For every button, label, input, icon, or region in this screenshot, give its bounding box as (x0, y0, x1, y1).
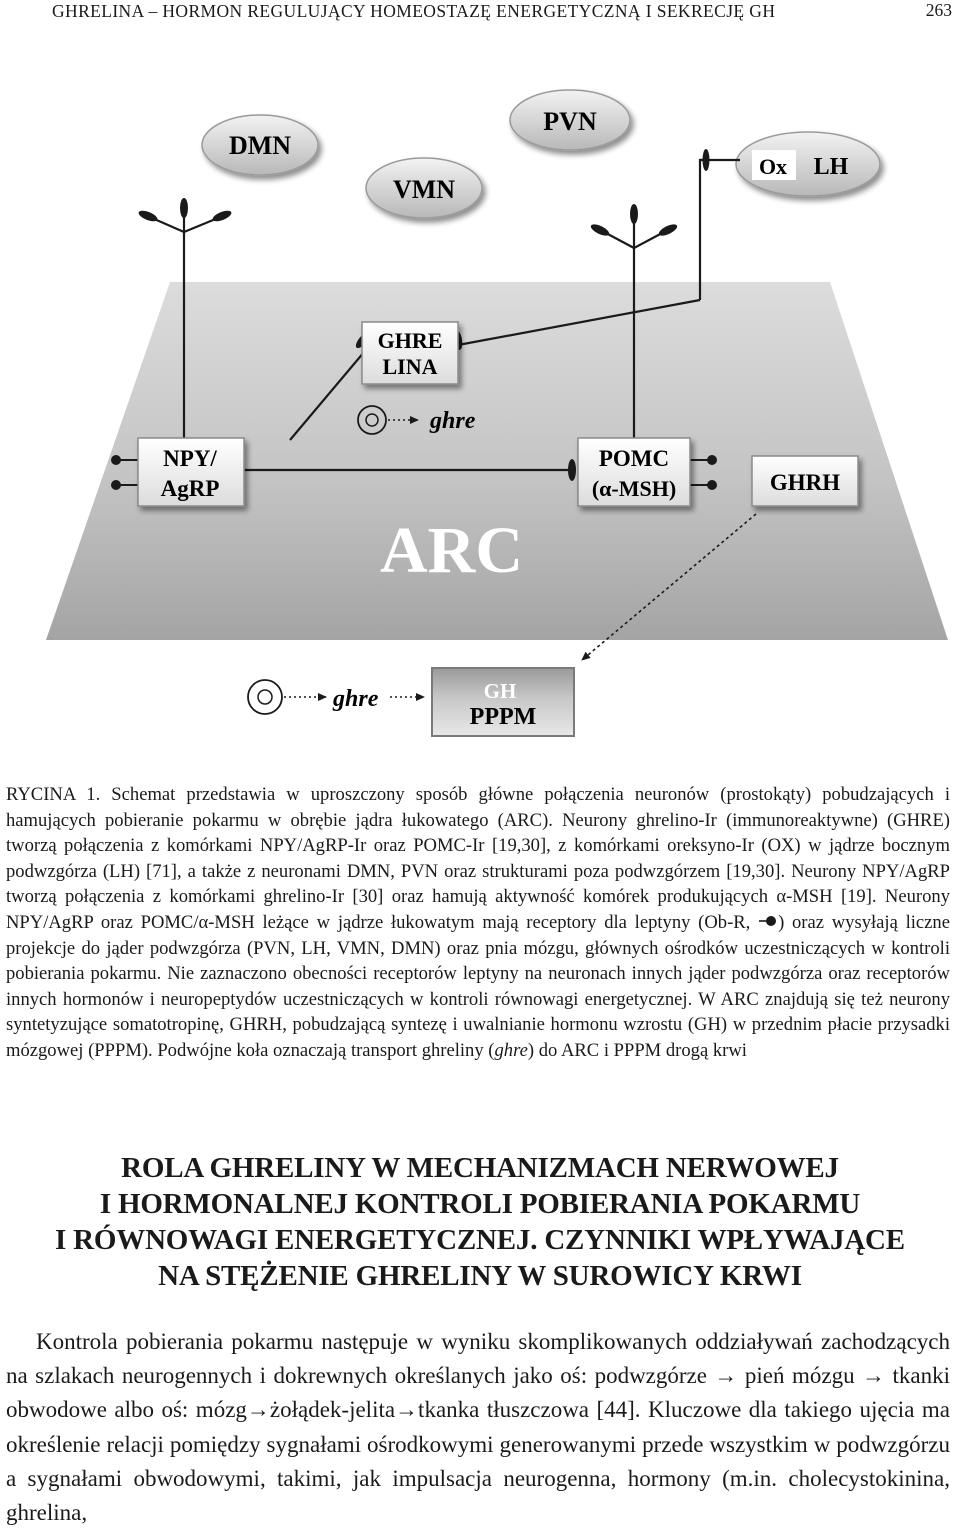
heading-line-1: ROLA GHRELINY W MECHANIZMACH NERWOWEJ (121, 1152, 839, 1184)
vmn-label: VMN (392, 175, 456, 204)
pomc-line1: POMC (598, 446, 670, 471)
box-ghrh (752, 456, 858, 506)
box-gh-pppm (432, 668, 574, 736)
box-pomc (578, 438, 690, 506)
ghrelina-line1: GHRE (377, 328, 443, 353)
pppm-label: PPPM (469, 704, 537, 730)
arc-label: ARC (380, 514, 523, 587)
nucleus-lh (736, 132, 880, 196)
heading-line-2: I HORMONALNEJ KONTROLI POBIERANIA POKARMU (99, 1188, 861, 1220)
npy-line2: AgRP (160, 476, 220, 501)
caption-text-2: ) oraz wysyłają liczne projekcje do jąder podwzgórza (PVN, LH, VMN, DMN) oraz pnia mózgu, głównych ośrodków uczestniczących w kontroli pobierania pokarmu. Nie zaznaczono obecności receptorów leptyny na neuronach innych jąder podwzgórza oraz receptorów innych hormonów i neuropeptydów uczestniczących w kontroli równowagi energetycznej. W ARC znajdują się też neurony syntetyzujące somatotropinę, GHRH, pobudzającą syntezę i uwalnianie hormonu wzrostu (GH) w przednim płacie przysadki mózgowej (PPPM). Podwójne koła oznaczają transport ghreliny ( (6, 911, 950, 1061)
ghre-bottom-label: ghre (333, 686, 379, 712)
heading-line-3: I RÓWNOWAGI ENERGETYCZNEJ. CZYNNIKI WPŁYWAJĄCE (55, 1224, 905, 1256)
leptin-receptor-icon (758, 915, 778, 927)
box-npy-agrp (138, 438, 244, 506)
caption-text-1: RYCINA 1. Schemat przedstawia w uproszczony sposób główne połączenia neuronów (prostokąty) pobudzających i hamujących pobieranie pokarmu w obrębie jądra łukowatego (ARC). Neurony ghrelino-Ir (immunoreaktywne) (GHRE) tworzą połączenia z komórkami NPY/AgRP-Ir oraz POMC-Ir [19,30], z komórkami oreksyno-Ir (OX) w jądrze bocznym podwzgórza (LH) [71], a także z neuronami DMN, PVN oraz strukturami poza podwzgórzem [19,30]. Neurony NPY/AgRP tworzą połączenia z komórkami ghrelino-Ir [30] oraz hamują aktywność komórek produkujących α-MSH [19]. Neurony NPY/AgRP oraz POMC/α-MSH leżące w jądrze łukowatym mają receptory dla leptyny (Ob-R, (6, 784, 950, 933)
page-header (0, 0, 960, 30)
nucleus-vmn (366, 158, 482, 218)
pomc-line2: (α-MSH) (591, 476, 677, 501)
ghre-top-label: ghre (430, 408, 476, 434)
figure-1-diagram (0, 40, 960, 770)
ghrh-label: GHRH (769, 470, 841, 495)
box-ghrelina (362, 322, 458, 384)
ghrelina-line2: LINA (382, 354, 438, 379)
figure-caption (6, 782, 950, 1064)
npy-line1: NPY/ (163, 446, 217, 471)
dmn-label: DMN (228, 131, 292, 160)
ghre-transport-bottom (248, 680, 424, 714)
body-paragraph-text: Kontrola pobierania pokarmu następuje w wyniku skomplikowanych oddziaływań zachodzących na szlakach neurogennych i dokrewnych określanych jako oś: podwzgórze → pień mózgu → tkanki obwodowe albo oś: mózg→żołądek-jelita→tkanka tłuszczowa [44]. Kluczowe dla takiego ujęcia ma określenie relacji pomiędzy sygnałami ośrodkowymi generowanymi przede wszystkim w podwzgórzu a sygnałami obwodowymi, takimi, jak impulsacja neurogenna, hormony (m.in. cholecystokinina, ghrelina, (6, 1329, 950, 1526)
nucleus-dmn (202, 115, 318, 175)
page-number: 263 (925, 0, 952, 20)
nucleus-pvn (510, 90, 630, 150)
ox-label: Ox (758, 154, 788, 179)
heading-line-4: NA STĘŻENIE GHRELINY W SUROWICY KRWI (158, 1260, 802, 1292)
running-title: GHRELINA – HORMON REGULUJĄCY HOMEOSTAZĘ ENERGETYCZNĄ I SEKRECJĘ GH (52, 1, 776, 21)
body-paragraph (6, 1325, 950, 1530)
section-heading (0, 1150, 960, 1294)
lh-label: LH (813, 154, 849, 180)
pvn-label: PVN (543, 107, 597, 136)
caption-text-3: ) do ARC i PPPM drogą krwi (527, 1039, 747, 1061)
gh-label: GH (483, 679, 517, 703)
caption-ghre-italic: ghre (494, 1039, 528, 1061)
